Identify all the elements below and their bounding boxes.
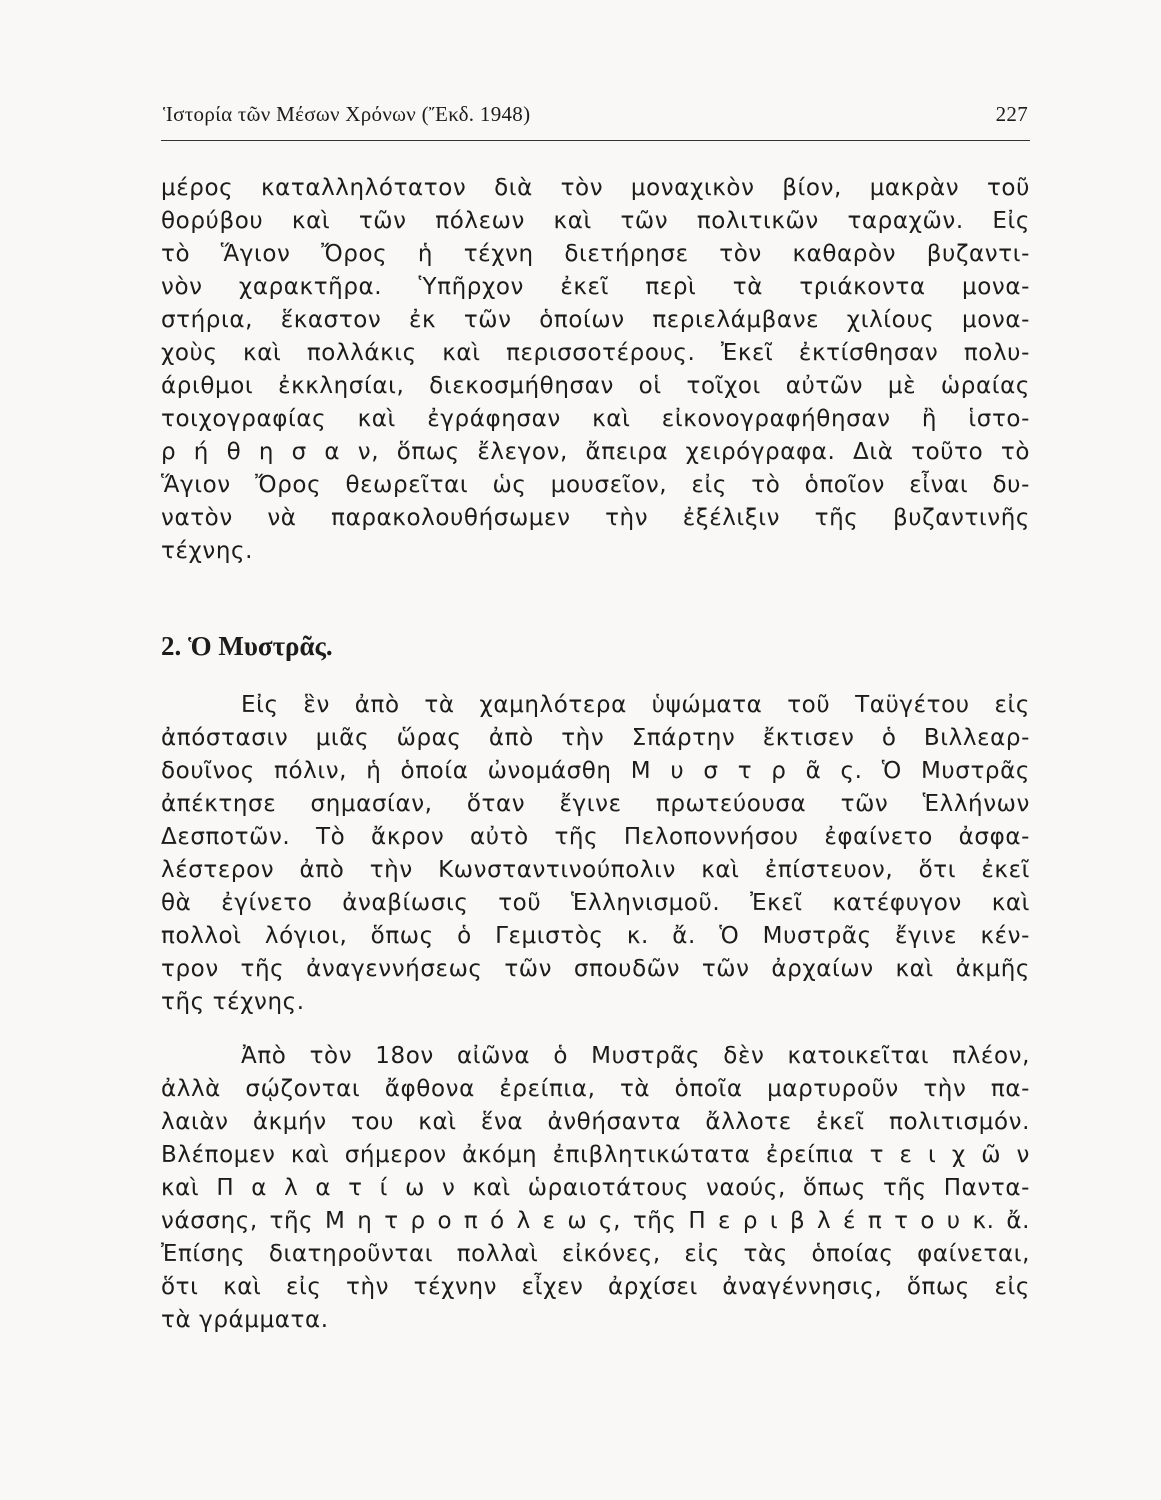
text-line: τὰ γράμματα. (161, 1307, 329, 1333)
running-title: Ἱστορία τῶν Μέσων Χρόνων (Ἔκδ. 1948) (163, 102, 531, 126)
text-line: άριθμοι ἐκκλησίαι, διεκοσμήθησαν οἱ τοῖχοι αὐτῶν μὲ ὡραίας (161, 373, 1030, 399)
text-line: τέχνης. (161, 538, 253, 564)
text-line: Ἐπίσης διατηροῦνται πολλαὶ εἰκόνες, εἰς τὰς ὁποίας φαίνεται, (161, 1241, 1030, 1267)
header-rule (161, 140, 1030, 141)
text-line: ἀπόστασιν μιᾶς ὥρας ἀπὸ τὴν Σπάρτην ἔκτισεν ὁ Βιλλεαρ- (161, 725, 1030, 751)
text-line: μέρος καταλληλότατον διὰ τὸν μοναχικὸν βίον, μακρὰν τοῦ (161, 175, 1030, 201)
text-line: Βλέπομεν καὶ σήμερον ἀκόμη ἐπιβλητικώτατα ἐρείπια τ ε ι χ ῶ ν (161, 1142, 1030, 1168)
text-line: νατὸν νὰ παρακολουθήσωμεν τὴν ἐξέλιξιν τῆς βυζαντινῆς (161, 505, 1030, 531)
text-line: θὰ ἐγίνετο ἀναβίωσις τοῦ Ἑλληνισμοῦ. Ἐκεῖ κατέφυγον καὶ (161, 890, 1030, 916)
running-header (161, 98, 1030, 128)
text-line: καὶ Π α λ α τ ί ω ν καὶ ὡραιοτάτους ναούς, ὅπως τῆς Παντα- (161, 1175, 1030, 1201)
text-line: χοὺς καὶ πολλάκις καὶ περισσοτέρους. Ἐκεῖ ἐκτίσθησαν πολυ- (161, 340, 1030, 366)
text-line: νὸν χαρακτῆρα. Ὑπῆρχον ἐκεῖ περὶ τὰ τριάκοντα μονα- (161, 274, 1030, 300)
text-line: λαιὰν ἀκμήν του καὶ ἕνα ἀνθήσαντα ἄλλοτε ἐκεῖ πολιτισμόν. (161, 1109, 1030, 1135)
text-line: τῆς τέχνης. (161, 989, 305, 1015)
text-line: στήρια, ἕκαστον ἐκ τῶν ὁποίων περιελάμβανε χιλίους μονα- (161, 307, 1030, 333)
text-line: ἀπέκτησε σημασίαν, ὅταν ἔγινε πρωτεύουσα τῶν Ἑλλήνων (161, 791, 1030, 817)
text-line: δουῖνος πόλιν, ἡ ὁποία ὠνομάσθη Μ υ σ τ ρ ᾶ ς. Ὁ Μυστρᾶς (161, 758, 1030, 784)
text-line: ὅτι καὶ εἰς τὴν τέχνην εἶχεν ἀρχίσει ἀναγέννησις, ὅπως εἰς (161, 1274, 1030, 1300)
text-line: τρον τῆς ἀναγεννήσεως τῶν σπουδῶν τῶν ἀρχαίων καὶ ἀκμῆς (161, 956, 1030, 982)
section-heading: 2. Ὁ Μυστρᾶς. (161, 631, 333, 661)
text-line: θορύβου καὶ τῶν πόλεων καὶ τῶν πολιτικῶν ταραχῶν. Εἰς (161, 208, 1030, 234)
text-line: λέστερον ἀπὸ τὴν Κωνσταντινούπολιν καὶ ἐπίστευον, ὅτι ἐκεῖ (161, 857, 1030, 883)
text-line: Εἰς ἓν ἀπὸ τὰ χαμηλότερα ὑψώματα τοῦ Ταϋγέτου εἰς (241, 692, 1030, 718)
text-line: τοιχογραφίας καὶ ἐγράφησαν καὶ εἰκονογραφήθησαν ἢ ἱστο- (161, 406, 1030, 432)
text-line: ρ ή θ η σ α ν, ὅπως ἔλεγον, ἄπειρα χειρόγραφα. Διὰ τοῦτο τὸ (161, 439, 1030, 465)
text-line: Ἀπὸ τὸν 18ον αἰῶνα ὁ Μυστρᾶς δὲν κατοικεῖται πλέον, (241, 1043, 1030, 1069)
text-line: πολλοὶ λόγιοι, ὅπως ὁ Γεμιστὸς κ. ἄ. Ὁ Μυστρᾶς ἔγινε κέν- (161, 923, 1030, 949)
text-line: ἀλλὰ σῴζονται ἄφθονα ἐρείπια, τὰ ὁποῖα μαρτυροῦν τὴν πα- (161, 1076, 1030, 1102)
text-line: Δεσποτῶν. Τὸ ἄκρον αὐτὸ τῆς Πελοποννήσου ἐφαίνετο ἀσφα- (161, 824, 1030, 850)
text-line: νάσσης, τῆς Μ η τ ρ ο π ό λ ε ω ς, τῆς Π ε ρ ι β λ έ π τ ο υ κ. ἄ. (161, 1208, 1030, 1234)
page-number: 227 (995, 102, 1028, 126)
text-line: τὸ Ἅγιον Ὄρος ἡ τέχνη διετήρησε τὸν καθαρὸν βυζαντι- (161, 241, 1030, 267)
text-line: Ἅγιον Ὄρος θεωρεῖται ὡς μουσεῖον, εἰς τὸ ὁποῖον εἶναι δυ- (161, 472, 1030, 498)
